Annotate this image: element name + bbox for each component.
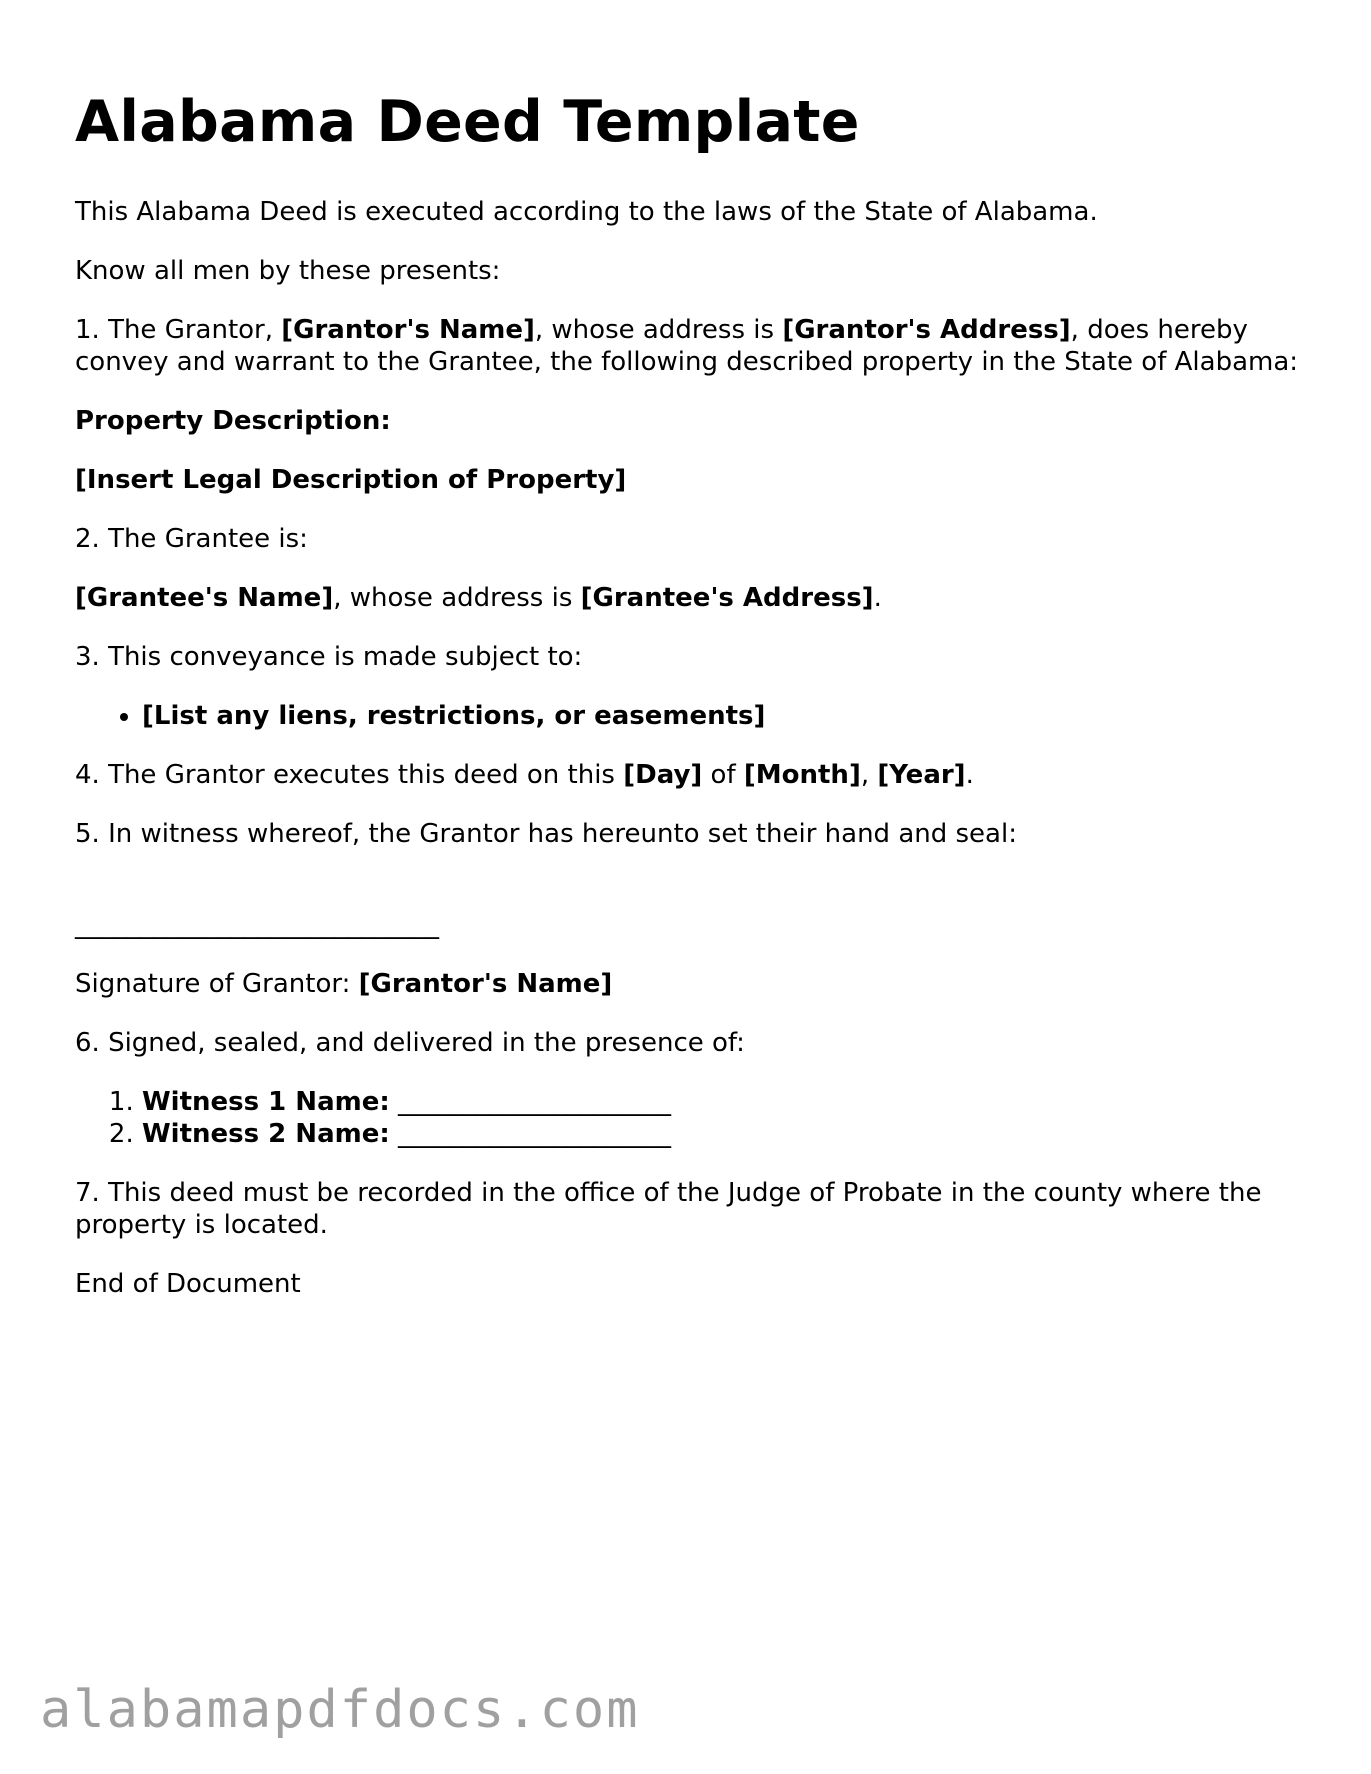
item-3-paragraph: 3. This conveyance is made subject to: xyxy=(75,642,583,673)
item-7-paragraph: 7. This deed must be recorded in the office of the Judge of Probate in the county where the property is located. xyxy=(75,1178,1262,1241)
month-placeholder: [Month] xyxy=(743,760,861,791)
grantee-suffix: . xyxy=(873,583,882,614)
item-2-paragraph: 2. The Grantee is: xyxy=(75,524,308,555)
intro-paragraph: This Alabama Deed is executed according to the laws of the State of Alabama. xyxy=(75,197,1098,228)
grantor-name-placeholder: [Grantor's Name] xyxy=(281,315,535,346)
day-placeholder: [Day] xyxy=(623,760,703,791)
signature-grantor-name: [Grantor's Name] xyxy=(358,969,613,1000)
witness-1-blank: _____________________ xyxy=(389,1087,672,1118)
witness-1-label: Witness 1 Name: xyxy=(142,1087,390,1118)
item-1-mid: , whose address is xyxy=(534,315,783,346)
signature-label: Signature of Grantor: xyxy=(75,969,359,1000)
item-4-paragraph: 4. The Grantor executes this deed on this [Day] of [Month], [Year]. xyxy=(75,760,974,791)
document-title: Alabama Deed Template xyxy=(75,89,860,155)
signature-line: ____________________________ xyxy=(75,910,439,941)
list-item: • [List any liens, restrictions, or easements] xyxy=(142,700,1305,732)
item-1-suffix: , does hereby convey and warrant to the Grantee, the following described property in the State of Alabama: xyxy=(75,315,1299,378)
property-heading: Property Description: xyxy=(75,406,391,437)
grantee-address-placeholder: [Grantee's Address] xyxy=(580,583,874,614)
item-6-paragraph: 6. Signed, sealed, and delivered in the presence of: xyxy=(75,1028,745,1059)
item-5-paragraph: 5. In witness whereof, the Grantor has hereunto set their hand and seal: xyxy=(75,819,1017,850)
know-all-paragraph: Know all men by these presents: xyxy=(75,256,501,287)
witness-list xyxy=(75,1086,1305,1150)
grantee-mid: , whose address is xyxy=(333,583,581,614)
list-item xyxy=(142,1118,1305,1150)
property-placeholder: [Insert Legal Description of Property] xyxy=(75,465,627,496)
list-item xyxy=(142,1086,1305,1118)
document-page xyxy=(75,88,1305,1327)
end-of-document: End of Document xyxy=(75,1269,301,1300)
grantee-name-placeholder: [Grantee's Name] xyxy=(75,583,334,614)
signature-paragraph xyxy=(75,968,1305,1000)
witness-2-label: Witness 2 Name: xyxy=(142,1119,390,1150)
grantee-paragraph xyxy=(75,582,1305,614)
item-1-paragraph xyxy=(75,314,1305,378)
watermark: alabamapdfdocs.com xyxy=(40,1680,640,1740)
item-1-prefix: 1. The Grantor, xyxy=(75,315,282,346)
grantor-address-placeholder: [Grantor's Address] xyxy=(782,315,1071,346)
subject-to-list xyxy=(75,700,1305,732)
witness-2-blank: _____________________ xyxy=(389,1119,672,1150)
year-placeholder: [Year] xyxy=(877,760,966,791)
